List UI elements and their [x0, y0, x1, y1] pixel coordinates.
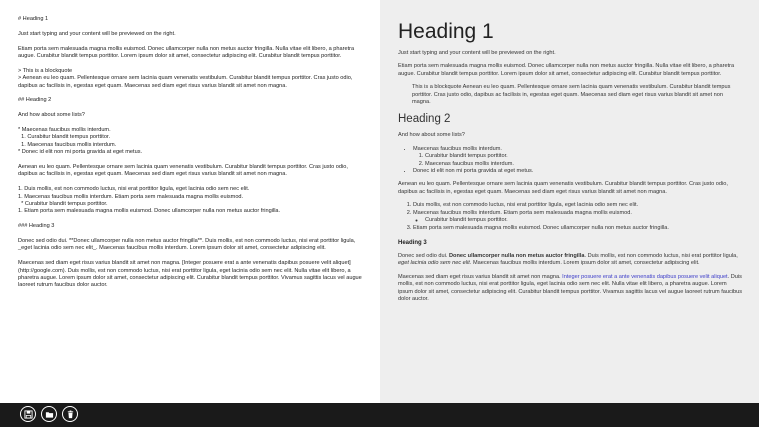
open-button[interactable] — [41, 406, 57, 422]
editor-line: * Donec id elit non mi porta gravida at eget metus. — [18, 149, 143, 156]
editor-line: Etiam porta sem malesuada magna mollis euismod. Donec ullamcorper nulla non metus auctor fringilla. Nulla vitae elit libero, a pharetra augue. Curabitur blandit tempus porttitor. Lorem ipsum dolor sit amet, consectetur adipiscing elit. Curabitur blandit tempus porttitor. — [18, 45, 356, 59]
list-item: 1. Duis mollis, est non commodo luctus, nisi erat porttitor ligula, eget lacinia odio sem nec elit. — [413, 202, 743, 209]
editor-blank-line — [18, 179, 366, 186]
editor-line: Aenean eu leo quam. Pellentesque ornare sem lacinia quam venenatis vestibulum. Curabitur blandit tempus porttitor. Cras justo odio, dapibus ac facilisis in, egestas eget quam. Maecenas sed diam eget risus varius blandit sit amet non magna. — [18, 164, 350, 178]
save-button[interactable] — [20, 406, 36, 422]
editor-line: 1. Curabitur blandit tempus porttitor. — [18, 134, 111, 141]
editor-blank-line — [18, 23, 366, 30]
delete-button[interactable] — [62, 406, 78, 422]
editor-line: > This is a blockquote — [18, 67, 73, 74]
editor-blank-line — [18, 157, 366, 164]
folder-icon — [45, 410, 54, 419]
preview-heading-2: Heading 2 — [398, 113, 451, 126]
editor-line: Donec sed odio dui. **Donec ullamcorper nulla non metus auctor fringilla**. Duis mollis, est non commodo luctus, nisi erat porttitor ligula, _eget lacinia odio sem nec elit_. Maecenas faucibus mollis interdum. Lorem ipsum dolor sit amet, consectetur adipiscing elit. — [18, 238, 357, 252]
editor-line: * Curabitur blandit tempus porttitor. — [18, 201, 108, 208]
editor-line: ### Heading 3 — [18, 223, 55, 230]
editor-line: ## Heading 2 — [18, 97, 52, 104]
save-icon — [24, 410, 33, 419]
preview-nested-bullet-list — [413, 217, 743, 224]
preview-heading-1: Heading 1 — [398, 20, 494, 43]
preview-numbered-list — [398, 202, 743, 232]
markdown-preview — [380, 0, 759, 403]
editor-blank-line — [18, 90, 366, 97]
markdown-editor[interactable] — [0, 0, 380, 403]
editor-blank-line — [18, 38, 366, 45]
trash-icon — [66, 410, 75, 419]
list-item: ◦ Curabitur blandit tempus porttitor. — [425, 217, 743, 224]
editor-blank-line — [18, 216, 366, 223]
preview-paragraph-intro: Just start typing and your content will be previewed on the right. — [398, 50, 556, 56]
editor-line: 1. Etiam porta sem malesuada magna mollis euismod. Donec ullamcorper nulla non metus auctor fringilla. — [18, 208, 281, 215]
preview-paragraph-etiam: Etiam porta sem malesuada magna mollis euismod. Donec ullamcorper nulla non metus auctor fringilla. Nulla vitae elit libero, a pharetra augue. Curabitur blandit tempus porttitor. Lorem ipsum dolor sit amet, consectetur adipiscing elit. Curabitur blandit tempus porttitor. — [398, 63, 735, 77]
preview-bullet-list — [398, 146, 743, 176]
preview-heading-3: Heading 3 — [398, 239, 427, 246]
preview-paragraph-lists: And how about some lists? — [398, 132, 465, 139]
preview-nested-numbered-list — [413, 153, 743, 168]
editor-blank-line — [18, 231, 366, 238]
bold-text: Donec ullamcorper nulla non metus auctor fringilla — [449, 252, 585, 259]
editor-blank-line — [18, 60, 366, 67]
list-item: 2. Maecenas faucibus mollis interdum. — [425, 161, 743, 168]
preview-paragraph-donec: Donec sed odio dui. Donec ullamcorper nulla non metus auctor fringilla. Duis mollis, est non commodo luctus, nisi erat porttitor ligula, eget lacinia odio sem nec elit. Maecenas faucibus mollis interdum. Lorem ipsum dolor sit amet, consectetur adipiscing elit. — [398, 252, 738, 267]
editor-line: Just start typing and your content will be previewed on the right. — [18, 30, 176, 37]
editor-line: And how about some lists? — [18, 112, 85, 119]
editor-line: Maecenas sed diam eget risus varius blandit sit amet non magna. [Integer posuere erat a ante venenatis dapibus posuere velit aliquet](http://google.com). Duis mollis, est non commodo luctus, nisi erat porttitor ligula, eget lacinia odio sem nec elit. Nulla vitae elit libero, a pharetra augue. Lorem ipsum dolor sit amet, consectetur adipiscing elit. Curabitur blandit tempus porttitor. Vivamus sagittis lacus vel augue laoreet rutrum faucibus dolor auctor. — [18, 260, 364, 289]
list-item: 2. Maecenas faucibus mollis interdum. Etiam porta sem malesuada magna mollis euismod. ◦ Curabitur blandit tempus porttitor. — [413, 210, 743, 225]
preview-paragraph-aenean: Aenean eu leo quam. Pellentesque ornare sem lacinia quam venenatis vestibulum. Curabitur blandit tempus porttitor. Cras justo odio, dapibus ac facilisis in, egestas eget quam. Maecenas sed diam eget risus varius blandit sit amet non magna. — [398, 181, 728, 195]
list-item: • Maecenas faucibus mollis interdum. 1. Curabitur blandit tempus porttitor. 2. Maecenas faucibus mollis interdum. — [413, 146, 743, 168]
editor-line: # Heading 1 — [18, 16, 49, 22]
list-item: 3. Etiam porta sem malesuada magna mollis euismod. Donec ullamcorper nulla non metus auctor fringilla. — [413, 225, 743, 232]
preview-paragraph-maecenas: Maecenas sed diam eget risus varius blandit sit amet non magna. Integer posuere erat a ante venenatis dapibus posuere velit aliquet. Duis mollis, est non commodo luctus, nisi erat porttitor ligula, eget lacinia odio sem nec elit. Nulla vitae elit libero, a pharetra augue. Lorem ipsum dolor sit amet, consectetur adipiscing elit. Curabitur blandit tempus porttitor. Vivamus sagittis lacus vel augue laoreet rutrum faucibus dolor auctor. — [398, 273, 743, 302]
editor-line: > Aenean eu leo quam. Pellentesque ornare sem lacinia quam venenatis vestibulum. Curabitur blandit tempus porttitor. Cras justo odio, dapibus ac facilisis in, egestas eget quam. Maecenas sed diam eget risus varius blandit sit amet non magna. — [18, 75, 354, 89]
editor-line: 1. Maecenas faucibus mollis interdum. — [18, 141, 117, 148]
italic-text: eget lacinia odio sem nec elit — [398, 260, 470, 267]
editor-blank-line — [18, 253, 366, 260]
editor-line: 1. Duis mollis, est non commodo luctus, nisi erat porttitor ligula, eget lacinia odio sem nec elit. — [18, 186, 250, 193]
editor-line: 1. Maecenas faucibus mollis interdum. Etiam porta sem malesuada magna mollis euismod. — [18, 193, 244, 200]
editor-blank-line — [18, 120, 366, 127]
editor-line: * Maecenas faucibus mollis interdum. — [18, 127, 111, 133]
app-bar — [0, 403, 759, 427]
list-item: • Donec id elit non mi porta gravida at eget metus. — [413, 168, 743, 175]
editor-blank-line — [18, 105, 366, 112]
preview-blockquote: This is a blockquote Aenean eu leo quam. Pellentesque ornare sem lacinia quam venenatis vestibulum. Curabitur blandit tempus porttitor. Cras justo odio, dapibus ac facilisis in, egestas eget quam. Maecenas sed diam eget risus varius blandit sit amet non magna. — [412, 84, 731, 106]
preview-link[interactable]: Integer posuere erat a ante venenatis dapibus posuere velit aliquet — [562, 273, 728, 280]
list-item: 1. Curabitur blandit tempus porttitor. — [425, 153, 743, 160]
